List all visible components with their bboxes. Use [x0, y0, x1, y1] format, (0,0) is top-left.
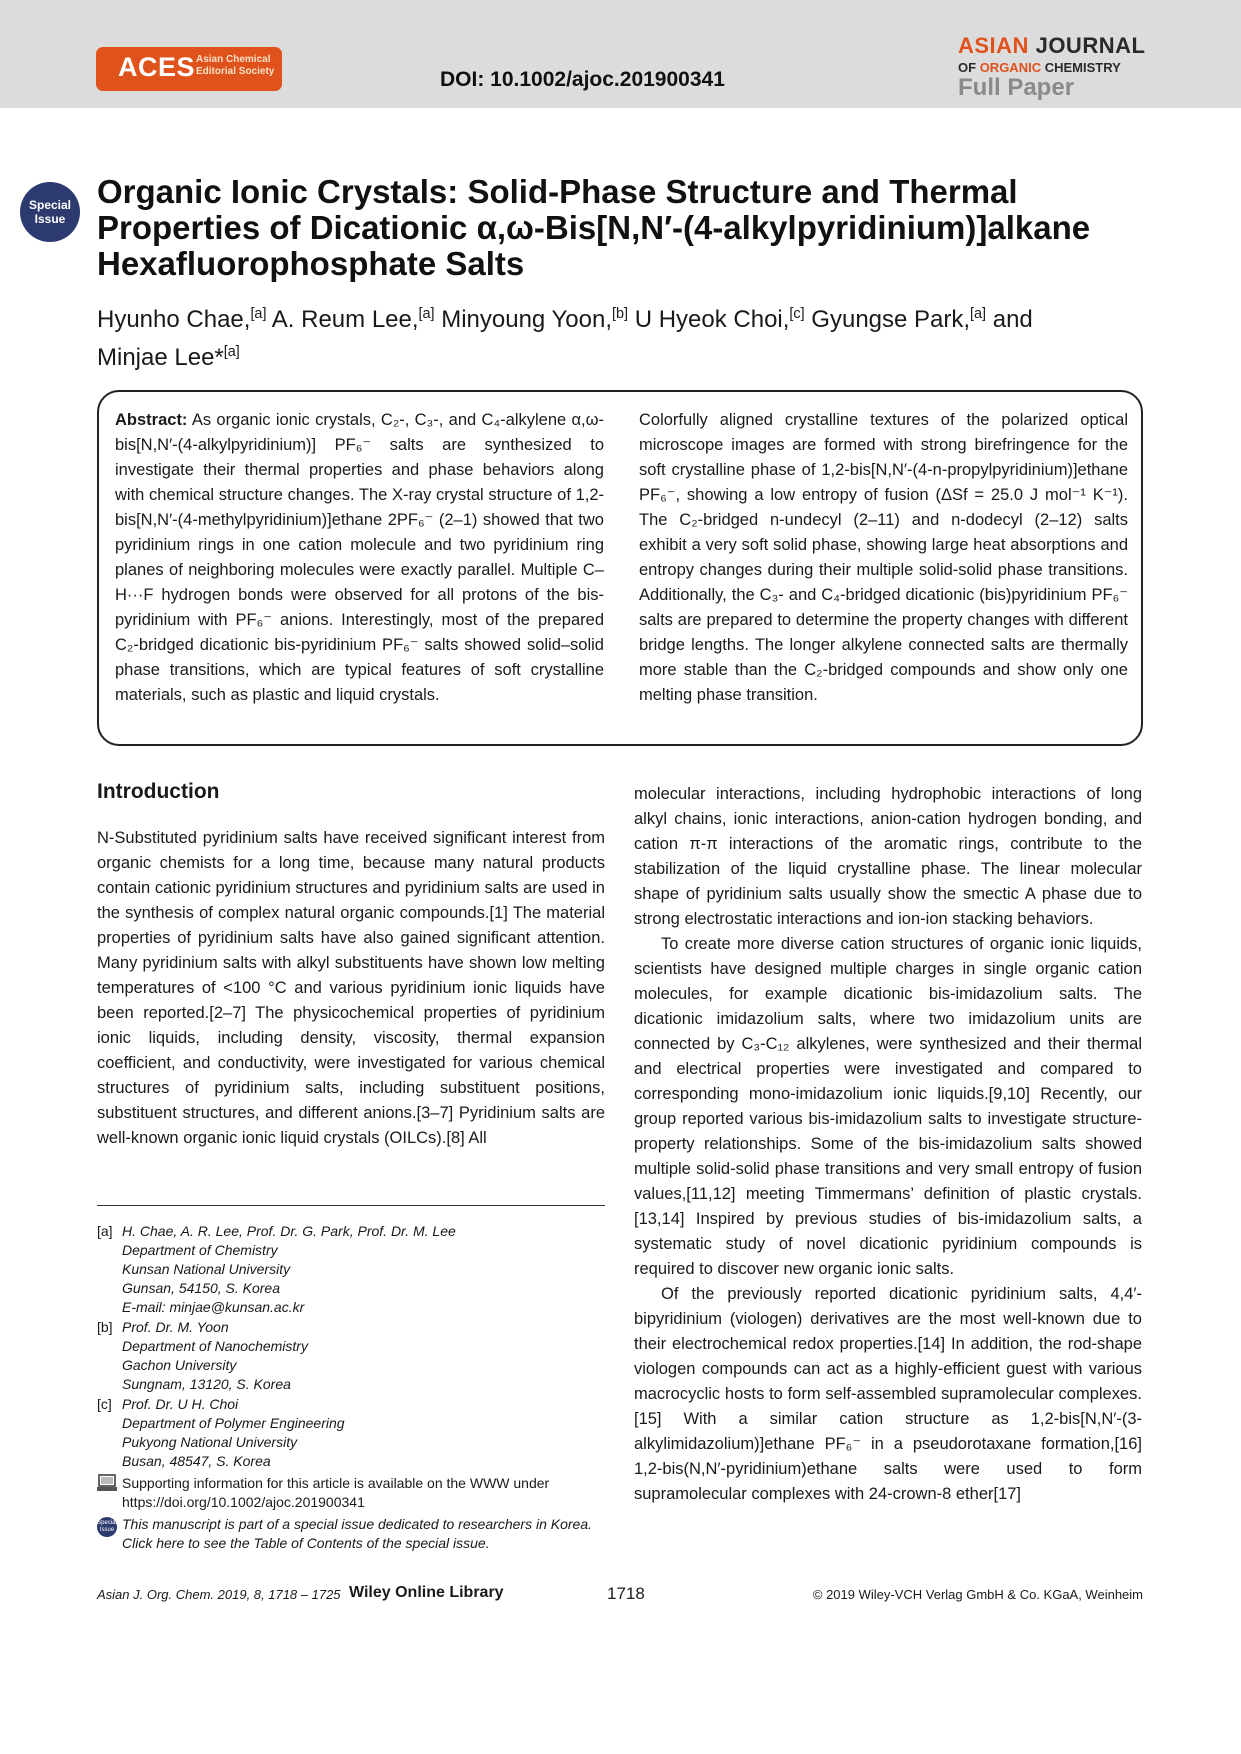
- aces-logo-subtitle: Asian Chemical Editorial Society: [196, 54, 275, 77]
- affiliation-c: [c] Prof. Dr. U H. Choi Department of Polymer Engineering Pukyong National University Busan, 48547, S. Korea: [97, 1396, 345, 1469]
- paragraph: molecular interactions, including hydrophobic interactions of long alkyl chains, ionic interactions, anion-cation hydrogen bonding, and cation π-π interactions of the aromatic rings, contribute to the stabilization of the liquid crystalline phase. The linear molecular shape of pyridinium salts usually show the smectic A phase due to strong electrostatic interactions and ion-ion stacking behaviors.: [634, 785, 1142, 928]
- author: U Hyeok Choi,[c]: [634, 306, 805, 333]
- article-type: Full Paper: [958, 74, 1075, 101]
- section-heading: Introduction: [97, 780, 220, 803]
- paragraph: To create more diverse cation structures of organic ionic liquids, scientists have designed multiple charges in single organic cation molecules, for example dicationic bis-imidazolium salts. The dicationic imidazolium salts, where two imidazolium units are connected by C₃-C₁₂ alkylenes, were synthesized and their thermal and electrical properties were investigated and compared to corresponding mono-imidazolium ionic liquids.[9,10] Recently, our group reported various bis-imidazolium salts to investigate structure-property relationships. Some of the bis-imidazolium salts showed multiple solid-solid phase transitions and very small entropy of fusion values,[11,12] meeting Timmermans’ definition of plastic crystals.[13,14] Inspired by previous studies of bis-imidazolium salts, a systematic study of novel dicationic pyridinium compounds is required to discover new organic ionic salts.: [634, 935, 1142, 1278]
- supporting-info-note[interactable]: Supporting information for this article is available on the WWW under https://doi.org/10.1002/ajoc.201900341: [97, 1474, 607, 1512]
- page-footer: [97, 1583, 1143, 1605]
- copyright: © 2019 Wiley-VCH Verlag GmbH & Co. KGaA, Weinheim: [812, 1587, 1143, 1602]
- author: Minyoung Yoon,[b]: [441, 306, 629, 333]
- doi-link[interactable]: DOI: 10.1002/ajoc.201900341: [440, 68, 725, 91]
- paragraph: Of the previously reported dicationic pyridinium salts, 4,4′-bipyridinium (viologen) derivatives are the most well-known due to their electrochemical redox properties.[14] In addition, the rod-shape viologen compounds can act as a highly-efficient guest with various macrocyclic hosts to form self-assembled supramolecular complexes.[15] With a similar cation structure as 1,2-bis[N,N′-(3-alkylimidazolium)]ethane PF₆⁻ in a pseudorotaxane formation,[16] 1,2-bis(N,N′-pyridinium)ethane salts were used to form supramolecular complexes with 24-crown-8 ether[17]: [634, 1285, 1142, 1503]
- abstract-left-column: [115, 408, 604, 708]
- aces-logo-text: ACES: [118, 52, 196, 82]
- paper-title: Organic Ionic Crystals: Solid-Phase Structure and Thermal Properties of Dicationic α,ω-Bis[N,N′-(4-alkylpyridinium)]alkane Hexafluorophosphate Salts: [97, 173, 1091, 282]
- affiliation-b: [b] Prof. Dr. M. Yoon Department of Nanochemistry Gachon University Sungnam, 13120, S. Korea: [97, 1319, 308, 1392]
- footnote-divider: [97, 1205, 605, 1206]
- author: Minjae Lee*[a]: [97, 344, 240, 371]
- citation: Asian J. Org. Chem. 2019, 8, 1718 – 1725: [97, 1587, 341, 1602]
- author-list: Hyunho Chae,[a] A. Reum Lee,[a] Minyoung Yoon,[b] U Hyeok Choi,[c] Gyungse Park,[a] and Minjae Lee*[a]: [97, 306, 1033, 371]
- abstract-box: [97, 390, 1143, 746]
- affiliation-a: [a] H. Chae, A. R. Lee, Prof. Dr. G. Park, Prof. Dr. M. Lee Department of Chemistry Kunsan National University Gunsan, 54150, S. Korea E-mail: minjae@kunsan.ac.kr: [97, 1223, 456, 1315]
- left-column: [97, 778, 605, 1151]
- abstract-text-right: Colorfully aligned crystalline textures of the polarized optical microscope images are formed with strong birefringence for the soft crystalline phase of 1,2-bis[N,N′-(4-n-propylpyridinium)]ethane PF₆⁻, showing a low entropy of fusion (ΔSf = 25.0 J mol⁻¹ K⁻¹). The C₂-bridged n-undecyl (2–11) and n-dodecyl (2–12) salts exhibit a very soft solid phase, showing large heat absorptions and entropy changes during their multiple solid-solid phase transitions. Additionally, the C₃- and C₄-bridged dicationic (bis)pyridinium PF₆⁻ salts are prepared to determine the property changes with different bridge lengths. The longer alkylene connected salts are thermally more stable than the C₂-bridged compounds and show only one melting phase transition.: [639, 411, 1128, 704]
- paragraph: N-Substituted pyridinium salts have received significant interest from organic chemists for a long time, because many natural products contain cationic pyridinium structures and pyridinium salts are used in the synthesis of complex natural organic compounds.[1] The material properties of pyridinium salts have also gained significant attention. Many pyridinium salts with alkyl substituents have shown low melting temperatures of <100 °C and various pyridinium ionic liquids have been reported.[2–7] The physicochemical properties of pyridinium ionic liquids, including density, viscosity, thermal expansion coefficient, and conductivity, were investigated for various chemical structures of pyridinium salts, including substituent positions, substituent structures, and different anions.[3–7] Pyridinium salts are well-known organic ionic liquid crystals (OILCs).[8] All: [97, 829, 605, 1147]
- journal-logo: ASIAN JOURNAL OF ORGANIC CHEMISTRY Full Paper: [958, 33, 1146, 101]
- abstract-label: Abstract:: [115, 411, 188, 429]
- right-column: [634, 782, 1142, 1507]
- author: Hyunho Chae,[a]: [97, 306, 267, 333]
- email-link[interactable]: E-mail: minjae@kunsan.ac.kr: [122, 1299, 305, 1315]
- computer-icon: [97, 1474, 122, 1497]
- author: A. Reum Lee,[a]: [271, 306, 435, 333]
- journal-header: [0, 0, 1241, 108]
- special-issue-note[interactable]: Special Issue This manuscript is part of a special issue dedicated to researchers in Korea. Click here to see the Table of Contents of the special issue.: [97, 1516, 593, 1551]
- wiley-online-library-link[interactable]: Wiley Online Library: [349, 1584, 504, 1601]
- aces-logo[interactable]: [96, 47, 282, 91]
- author: Gyungse Park,[a]: [811, 306, 987, 333]
- special-issue-badge[interactable]: Special Issue: [20, 182, 80, 242]
- affiliations: [97, 1222, 607, 1553]
- page-number: 1718: [607, 1584, 645, 1603]
- special-issue-icon: Special Issue: [97, 1517, 117, 1537]
- abstract-text-left: As organic ionic crystals, C₂-, C₃-, and C₄-alkylene α,ω-bis[N,N′-(4-alkylpyridinium)] PF₆⁻ salts are synthesized to investigate their thermal properties and phase behaviors along with chemical structure changes. The X-ray crystal structure of 1,2-bis[N,N′-(4-methylpyridinium)]ethane 2PF₆⁻ (2–1) showed that two pyridinium rings in one cation molecule and two pyridinium ring planes of neighboring molecules were exactly parallel. Multiple C–H···F hydrogen bonds were observed for all protons of the bis-pyridinium with PF₆⁻ anions. Interestingly, most of the prepared C₂-bridged dicationic bis-pyridinium PF₆⁻ salts showed solid–solid phase transitions, which are typical features of soft crystalline materials, such as plastic and liquid crystals.: [115, 411, 604, 704]
